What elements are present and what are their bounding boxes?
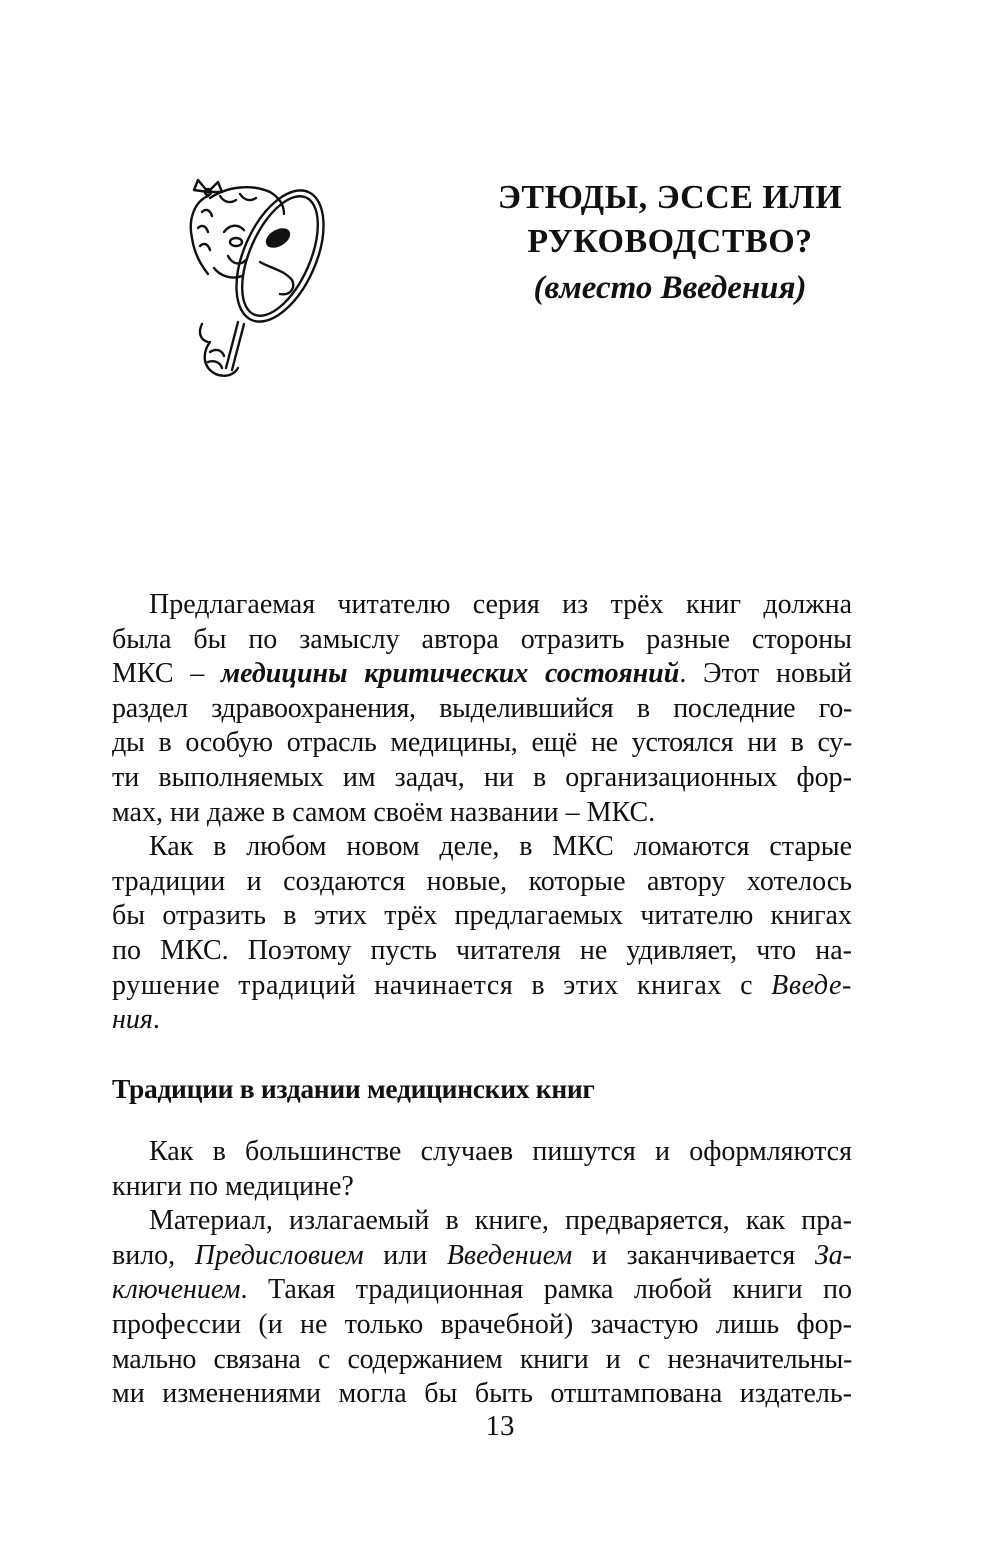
text-fragment: вило, (112, 1239, 195, 1271)
italic-term: ния (112, 1004, 153, 1036)
text-line: по МКС. Поэтому пусть читателя не удивляет, что на- (112, 934, 852, 966)
italic-term: За- (814, 1239, 852, 1271)
text-line: Материал, излагаемый в книге, предваряется, как пра- (149, 1205, 852, 1237)
text-line: Предлагаемая читателю серия из трёх книг должна (149, 589, 852, 620)
text-line: Как в большинстве случаев пишутся и оформляются (149, 1136, 852, 1167)
text-line: раздел здравоохранения, выделившийся в последние го- (112, 692, 852, 724)
text-line: бы отразить в этих трёх предлагаемых читателю книгах (112, 900, 852, 932)
emphasis-term: медицины критических состояний (221, 658, 680, 690)
text-line (112, 1273, 852, 1308)
text-line: книги по медицине? (112, 1170, 354, 1202)
traditions-section (112, 1135, 852, 1412)
text-line: мально связана с содержанием книги и с незначительны- (112, 1343, 852, 1375)
text-fragment: и заканчивается (572, 1239, 815, 1271)
text-line: Как в любом новом деле, в МКС ломаются старые (149, 831, 852, 863)
intro-paragraph-1 (112, 588, 852, 830)
title-line-2: РУКОВОДСТВО? (527, 223, 813, 260)
italic-term: Введе- (771, 969, 852, 1001)
text-line: ми изменениями могла бы быть отштампована издатель- (112, 1378, 852, 1410)
text-line (112, 657, 852, 692)
italic-term: ключением (112, 1274, 241, 1306)
text-line: была бы по замыслу автора отразить разные стороны (112, 623, 852, 655)
text-line (112, 969, 852, 1004)
italic-term: Введением (446, 1239, 573, 1271)
intro-paragraph-2 (112, 830, 852, 1038)
chapter-title (470, 176, 870, 310)
traditions-paragraph-2 (112, 1204, 852, 1412)
text-line: ды в особую отрасль медицины, ещё не устоялся ни в су- (112, 727, 852, 759)
text-fragment: или (363, 1239, 447, 1271)
text-line: мах, ни даже в самом своём названии – МКС. (112, 796, 656, 828)
text-line (112, 1239, 852, 1274)
title-line-1: ЭТЮДЫ, ЭССЕ ИЛИ (497, 179, 843, 216)
traditions-paragraph-1 (112, 1135, 852, 1204)
chapter-subtitle: (вместо Введения) (533, 270, 807, 306)
text-line (112, 1003, 852, 1038)
italic-term: Предисловием (194, 1239, 364, 1271)
girl-with-magnifying-glass-icon (180, 172, 330, 387)
page-number: 13 (485, 1410, 515, 1442)
section-heading: Традиции в издании медицинских книг (112, 1073, 595, 1104)
text-line: ти выполняемых им задач, ни в организационных фор- (112, 761, 852, 793)
text-fragment: рушение традиций начинается в этих книгах с (112, 969, 772, 1001)
text-fragment: МКС – (112, 658, 221, 690)
intro-section (112, 588, 852, 1038)
text-fragment: . Такая традиционная рамка любой книги по (240, 1274, 852, 1306)
text-line: традиции и создаются новые, которые автору хотелось (112, 865, 852, 897)
text-fragment: . Этот новый (679, 658, 852, 690)
text-fragment: . (152, 1004, 160, 1036)
text-line: профессии (и не только врачебной) зачастую лишь фор- (112, 1308, 852, 1340)
